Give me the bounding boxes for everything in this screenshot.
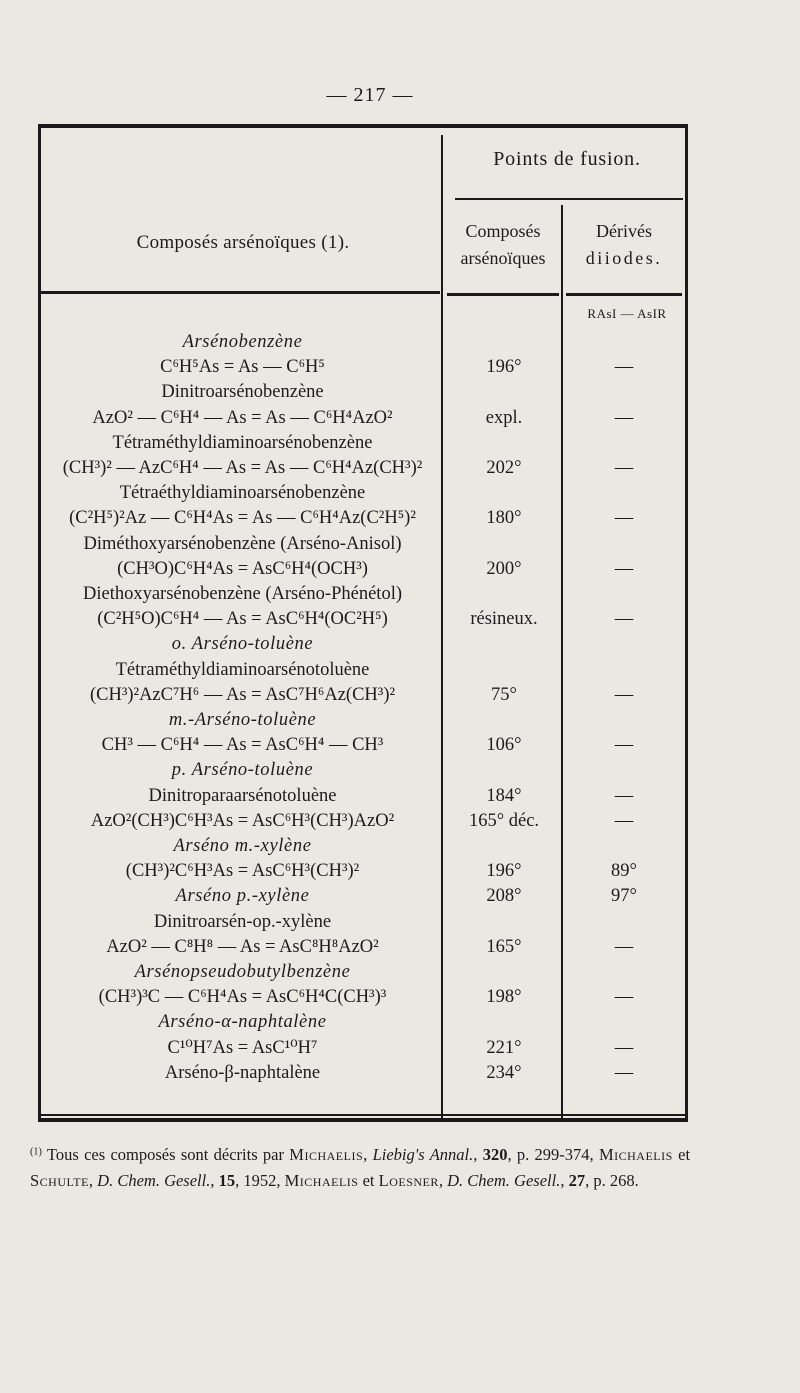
- melting-point: 198°: [486, 987, 522, 1008]
- table-row: [40, 809, 690, 834]
- header-arsenoiques-line2: arsénoïques: [460, 248, 546, 268]
- compound-name: m.-Arséno-toluène: [168, 710, 317, 730]
- table-row: [40, 355, 690, 380]
- diiodo-melting-point: —: [614, 785, 634, 806]
- diiodo-melting-point: —: [614, 936, 634, 957]
- compound-name: AzO² — C⁶H⁴ — As = As — C⁶H⁴AzO²: [92, 407, 393, 428]
- melting-point: 196°: [486, 357, 522, 378]
- melting-point: 200°: [486, 558, 522, 579]
- melting-point: 196°: [486, 861, 522, 882]
- compound-name: (CH³)²AzC⁷H⁶ — As = AsC⁷H⁶Az(CH³)²: [89, 684, 396, 705]
- diiodo-melting-point: —: [614, 558, 634, 579]
- table-row: [40, 557, 690, 582]
- table-row: [40, 658, 690, 683]
- footnote-text: , p. 268.: [585, 1171, 639, 1190]
- table-row: [40, 935, 690, 960]
- melting-point: 180°: [486, 508, 522, 529]
- compound-name: CH³ — C⁶H⁴ — As = AsC⁶H⁴ — CH³: [101, 735, 384, 756]
- table-row: [40, 1010, 690, 1035]
- footnote-text: Tous ces composés sont décrits par: [41, 1145, 290, 1164]
- header-arsenoiques: [444, 218, 562, 272]
- compound-name: Dinitroarsénobenzène: [161, 382, 324, 403]
- sub-header-rasi: RAsI — AsIR: [587, 306, 667, 321]
- compound-name: Arsénopseudobutylbenzène: [134, 962, 351, 982]
- table-row: [40, 330, 690, 355]
- footnote-volume: 15: [218, 1171, 236, 1190]
- compound-name: Arséno p.-xylène: [175, 886, 310, 907]
- compound-name: C⁶H⁵As = As — C⁶H⁵: [160, 357, 325, 378]
- footnote-text: ,: [88, 1171, 98, 1190]
- footnote-text: et: [358, 1171, 379, 1190]
- footnote-journal: Liebig's Annal.: [372, 1145, 474, 1164]
- table-row: [40, 607, 690, 632]
- table-row: [40, 758, 690, 783]
- diiodo-melting-point: 89°: [611, 861, 637, 882]
- melting-point: 184°: [486, 785, 522, 806]
- footnote: [30, 1142, 690, 1194]
- compound-name: p. Arséno-toluène: [171, 760, 314, 781]
- melting-point: 165°: [486, 936, 522, 957]
- table-row: [40, 859, 690, 884]
- table-row: [40, 985, 690, 1010]
- footnote-text: et: [672, 1145, 691, 1164]
- footnote-author: Michaelis: [284, 1171, 359, 1190]
- table-row: [40, 960, 690, 985]
- table-row: [40, 834, 690, 859]
- header-compounds: Composés arsénoïques (1).: [136, 232, 350, 253]
- diiodo-melting-point: —: [614, 508, 634, 529]
- table-row: [40, 380, 690, 405]
- compound-name: Arséno-α-naphtalène: [158, 1012, 327, 1033]
- header-derives-line2: diiodes.: [585, 248, 663, 268]
- footnote-journal: D. Chem. Gesell.: [447, 1171, 561, 1190]
- compound-name: Diméthoxyarsénobenzène (Arséno-Anisol): [83, 533, 402, 554]
- table-row: [40, 431, 690, 456]
- diiodo-melting-point: —: [614, 735, 634, 756]
- diiodo-melting-point: —: [614, 357, 634, 378]
- diiodo-melting-point: —: [614, 458, 634, 478]
- footnote-volume: 320: [482, 1145, 508, 1164]
- header-rule-mid: [447, 293, 559, 296]
- compound-name: (CH³)²C⁶H³As = AsC⁶H³(CH³)²: [125, 861, 360, 882]
- footnote-author: Michaelis: [289, 1145, 364, 1164]
- melting-point: 75°: [491, 684, 517, 705]
- melting-point: 165° déc.: [468, 810, 540, 831]
- table-row: [40, 683, 690, 708]
- compound-name: Arséno m.-xylène: [173, 836, 312, 856]
- melting-point: 202°: [486, 458, 522, 478]
- melting-point: 221°: [486, 1037, 522, 1058]
- footnote-text: , 1952,: [235, 1171, 285, 1190]
- melting-point: expl.: [485, 407, 523, 428]
- compound-name: Dinitroarsén-op.-xylène: [153, 911, 332, 932]
- compound-name: AzO²(CH³)C⁶H³As = AsC⁶H³(CH³)AzO²: [90, 810, 395, 831]
- melting-point: 106°: [486, 735, 522, 756]
- table-row: [40, 481, 690, 506]
- compound-name: (CH³)² — AzC⁶H⁴ — As = As — C⁶H⁴Az(CH³)²: [62, 458, 423, 478]
- footnote-text: ,: [363, 1145, 373, 1164]
- footnote-text: ,: [438, 1171, 448, 1190]
- footnote-marker: (1): [30, 1146, 42, 1158]
- footnote-volume: 27: [568, 1171, 586, 1190]
- table-row: [40, 632, 690, 657]
- diiodo-melting-point: —: [614, 609, 634, 630]
- table-row: [40, 884, 690, 909]
- table-row: [40, 532, 690, 557]
- compound-name: AzO² — C⁸H⁸ — As = AsC⁸H⁸AzO²: [106, 936, 379, 957]
- header-points-de-fusion: Points de fusion.: [493, 148, 641, 170]
- footnote-journal: D. Chem. Gesell.: [97, 1171, 211, 1190]
- table-row: [40, 784, 690, 809]
- table-row: [40, 456, 690, 481]
- melting-point: 208°: [486, 886, 522, 907]
- table-row: [40, 406, 690, 431]
- table-row: [40, 733, 690, 758]
- compound-name: (CH³)³C — C⁶H⁴As = AsC⁶H⁴C(CH³)³: [98, 987, 387, 1008]
- header-derives-line1: Dérivés: [596, 221, 652, 241]
- melting-point: 234°: [486, 1062, 522, 1083]
- compound-name: Dinitroparaarsénotoluène: [148, 785, 337, 806]
- header-rule-left: [40, 291, 440, 294]
- compound-name: o. Arséno-toluène: [171, 634, 314, 655]
- compound-name: (C²H⁵)²Az — C⁶H⁴As = As — C⁶H⁴Az(C²H⁵)²: [69, 508, 416, 529]
- compound-name: (CH³O)C⁶H⁴As = AsC⁶H⁴(OCH³): [117, 558, 368, 579]
- melting-point: résineux.: [470, 609, 538, 630]
- header-derives: [565, 218, 683, 272]
- footnote-text: , p. 299-374,: [507, 1145, 599, 1164]
- compound-name: C¹⁰H⁷As = AsC¹⁰H⁷: [167, 1037, 318, 1058]
- table-row: [40, 708, 690, 733]
- footnote-text: ,: [210, 1171, 219, 1190]
- table-row: [40, 1061, 690, 1086]
- diiodo-melting-point: —: [614, 1062, 634, 1083]
- table-row: [40, 582, 690, 607]
- footnote-author: Loesner: [378, 1171, 439, 1190]
- footnote-author: Michaelis: [598, 1145, 673, 1164]
- header-arsenoiques-line1: Composés: [465, 221, 541, 241]
- footnote-text: ,: [473, 1145, 483, 1164]
- compound-name: Arsénobenzène: [182, 332, 303, 352]
- compound-name: Arséno-β-naphtalène: [164, 1062, 321, 1083]
- table-row: [40, 506, 690, 531]
- table-row: [40, 1036, 690, 1061]
- page-number: — 217 —: [326, 84, 414, 106]
- points-underline: [455, 198, 683, 200]
- table-row: [40, 910, 690, 935]
- diiodo-melting-point: —: [614, 407, 634, 428]
- footnote-author: Schulte: [30, 1171, 89, 1190]
- header-rule-right: [566, 293, 682, 296]
- table-bottom-rule: [40, 1114, 685, 1116]
- compound-name: Tétraéthyldiaminoarsénobenzène: [119, 483, 366, 504]
- compound-name: (C²H⁵O)C⁶H⁴ — As = AsC⁶H⁴(OC²H⁵): [97, 609, 388, 630]
- compound-name: Tétraméthyldiaminoarsénotoluène: [115, 659, 370, 680]
- diiodo-melting-point: —: [614, 810, 634, 831]
- footnote-text: ,: [560, 1171, 569, 1190]
- compound-name: Diethoxyarsénobenzène (Arséno-Phénétol): [82, 584, 402, 604]
- diiodo-melting-point: —: [614, 987, 634, 1008]
- compound-name: Tétraméthyldiaminoarsénobenzène: [112, 432, 373, 453]
- diiodo-melting-point: —: [614, 1037, 634, 1058]
- diiodo-melting-point: —: [614, 684, 634, 705]
- diiodo-melting-point: 97°: [611, 886, 637, 907]
